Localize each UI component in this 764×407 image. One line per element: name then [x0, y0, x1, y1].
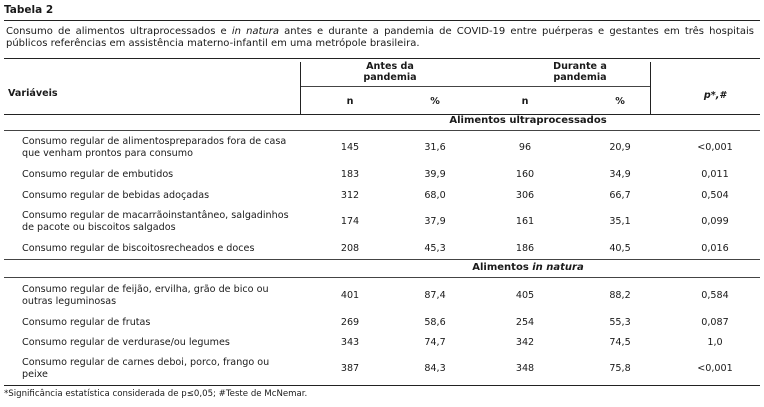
- bottom-rule: [4, 385, 760, 386]
- row-n-during: 342: [515, 337, 535, 348]
- row-p-value: <0,001: [697, 142, 733, 153]
- row-n-during: 160: [515, 169, 535, 180]
- table-label: Tabela 2: [4, 4, 54, 16]
- caption-text-pre: Consumo de alimentos ultraprocessados e: [6, 26, 232, 37]
- row-pct-during: 75,8: [609, 363, 631, 374]
- row-n-before: 343: [340, 337, 360, 348]
- row-n-before: 269: [340, 317, 360, 328]
- row-pct-before: 87,4: [424, 290, 446, 301]
- row-n-before: 183: [340, 169, 360, 180]
- row-label: Consumo regular de carnes deboi, porco, frango ou peixe: [22, 357, 270, 380]
- header-divider-right: [650, 62, 651, 114]
- row-p-value: 0,087: [701, 317, 729, 328]
- row-n-during: 306: [515, 190, 535, 201]
- table-caption: [6, 26, 754, 50]
- section-rule-2-top: [4, 259, 760, 260]
- header-before: Antes da pandemia: [363, 61, 417, 83]
- row-n-during: 186: [515, 243, 535, 254]
- section-title-in-natura: Alimentos in natura: [472, 262, 584, 273]
- row-n-before: 401: [340, 290, 360, 301]
- row-pct-before: 58,6: [424, 317, 446, 328]
- row-pct-during: 34,9: [609, 169, 631, 180]
- row-pct-during: 55,3: [609, 317, 631, 328]
- group-underline: [300, 86, 650, 87]
- row-label: Consumo regular de verdurase/ou legumes: [22, 337, 230, 348]
- row-label: Consumo regular de feijão, ervilha, grão de bico ou outras leguminosas: [22, 284, 269, 307]
- row-pct-during: 40,5: [609, 243, 631, 254]
- row-pct-before: 74,7: [424, 337, 446, 348]
- caption-text-italic: in natura: [231, 26, 280, 37]
- section-rule-1: [4, 130, 760, 131]
- top-rule: [4, 20, 760, 21]
- row-p-value: 0,016: [701, 243, 729, 254]
- header-during: Durante a pandemia: [553, 61, 607, 83]
- section-rule-2: [4, 277, 760, 278]
- row-n-before: 174: [340, 216, 360, 227]
- header-top-rule: [4, 58, 760, 59]
- row-p-value: 0,099: [701, 216, 729, 227]
- header-n-before: n: [346, 96, 354, 107]
- header-n-during: n: [521, 96, 529, 107]
- row-p-value: 1,0: [707, 337, 723, 348]
- header-divider-left: [300, 62, 301, 114]
- row-label: Consumo regular de frutas: [22, 317, 151, 328]
- row-pct-before: 68,0: [424, 190, 446, 201]
- row-pct-before: 45,3: [424, 243, 446, 254]
- row-p-value: <0,001: [697, 363, 733, 374]
- row-n-before: 312: [340, 190, 360, 201]
- header-pct-before: %: [430, 96, 440, 107]
- row-label: Consumo regular de bebidas adoçadas: [22, 190, 210, 201]
- row-label: Consumo regular de alimentospreparados fora de casa que venham prontos para consumo: [22, 136, 287, 159]
- header-variables: Variáveis: [8, 88, 58, 99]
- row-pct-before: 31,6: [424, 142, 446, 153]
- row-n-during: 96: [518, 142, 532, 153]
- table-footnote: *Significância estatística considerada de p≤0,05; #Teste de McNemar.: [4, 389, 308, 399]
- row-pct-during: 88,2: [609, 290, 631, 301]
- row-n-during: 405: [515, 290, 535, 301]
- row-pct-before: 84,3: [424, 363, 446, 374]
- row-pct-before: 37,9: [424, 216, 446, 227]
- row-p-value: 0,584: [701, 290, 729, 301]
- header-p-value: p*,#: [703, 90, 727, 101]
- header-pct-during: %: [615, 96, 625, 107]
- row-pct-during: 35,1: [609, 216, 631, 227]
- row-label: Consumo regular de biscoitosrecheados e doces: [22, 243, 255, 254]
- row-pct-during: 20,9: [609, 142, 631, 153]
- row-n-during: 161: [515, 216, 535, 227]
- row-pct-during: 66,7: [609, 190, 631, 201]
- row-n-before: 145: [340, 142, 360, 153]
- row-n-during: 348: [515, 363, 535, 374]
- row-n-during: 254: [515, 317, 535, 328]
- row-n-before: 208: [340, 243, 360, 254]
- row-pct-before: 39,9: [424, 169, 446, 180]
- row-pct-during: 74,5: [609, 337, 631, 348]
- row-n-before: 387: [340, 363, 360, 374]
- row-p-value: 0,504: [701, 190, 729, 201]
- row-p-value: 0,011: [701, 169, 729, 180]
- row-label: Consumo regular de embutidos: [22, 169, 174, 180]
- section-title-ultraprocessed: Alimentos ultraprocessados: [449, 115, 607, 126]
- row-label: Consumo regular de macarrãoinstantâneo, salgadinhos de pacote ou biscoitos salgados: [22, 210, 289, 233]
- caption-text-post: antes e durante a pandemia de COVID-19 entre puérperas e gestantes em três hospitais públicos referências em assistência materno-infantil em uma metrópole brasileira.: [6, 26, 754, 49]
